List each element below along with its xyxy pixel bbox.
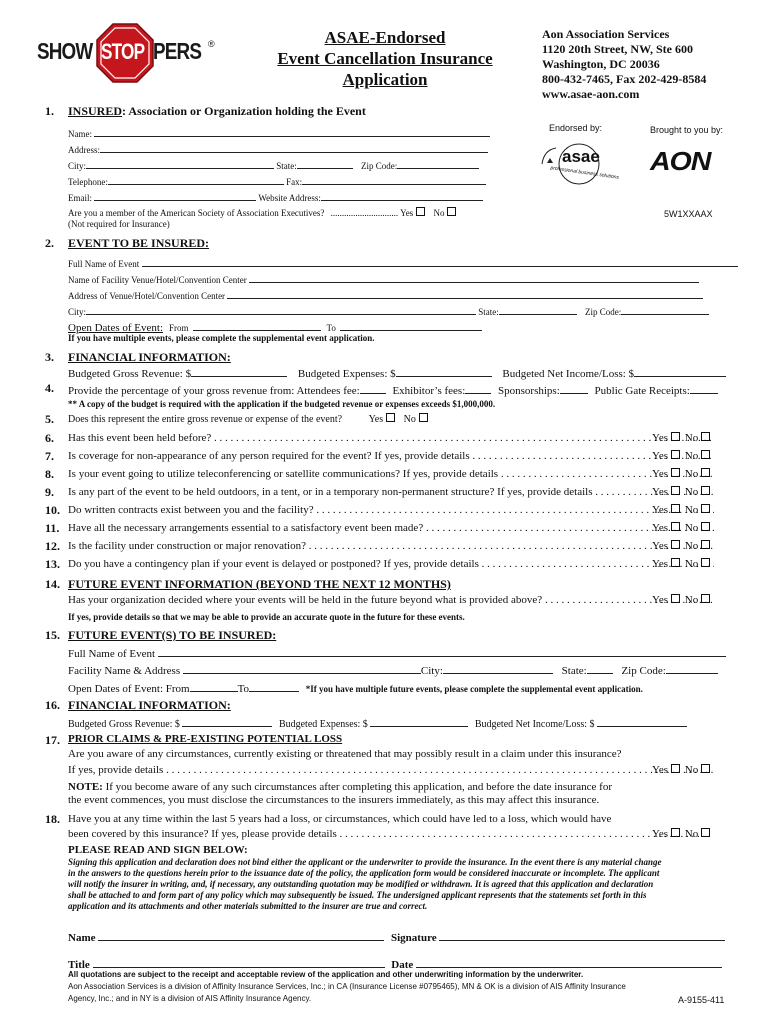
budget-row: Budgeted Gross Revenue: $ Budgeted Expenses: $ Budgeted Net Income/Loss: $ xyxy=(68,365,726,380)
sign-date-field[interactable] xyxy=(416,956,722,968)
q11-answer: Yes No xyxy=(652,522,712,534)
q13-text: Do you have a contingency plan if your event is delayed or postponed? If yes, provide details . . . xyxy=(68,558,714,570)
form-number: A-9155-411 xyxy=(678,995,725,1005)
future-budget-row: Budgeted Gross Revenue: $ Budgeted Expenses: $ Budgeted Net Income/Loss: $ xyxy=(68,715,687,730)
insured-address-field[interactable] xyxy=(100,141,488,153)
aon-name: Aon Association Services xyxy=(542,27,670,41)
entire-revenue-yes-checkbox[interactable] xyxy=(386,413,395,422)
entire-revenue-no-checkbox[interactable] xyxy=(419,413,428,422)
q9-answer: Yes No xyxy=(652,486,712,498)
q10-answer: Yes No xyxy=(652,504,712,516)
prior-claims-details: If yes, provide details . . . xyxy=(68,764,714,776)
insured-email-row: Email: Website Address: xyxy=(68,189,483,203)
multiple-events-note: If you have multiple events, please complete the supplemental event application. xyxy=(68,333,375,343)
not-required-note: (Not required for Insurance) xyxy=(68,219,170,229)
loss-history-answer: Yes No xyxy=(652,828,712,840)
q11-yes-checkbox[interactable] xyxy=(671,522,680,531)
insured-zip-field[interactable] xyxy=(397,157,479,169)
future-date-from-field[interactable] xyxy=(190,680,238,692)
declaration-text: Signing this application and declaration does not bind either the applicant or the underwriter to provide the insurance. In the event there is any material change in the answers to the questions herein prior to the issuance date of the policy, the application form would be considered inaccurate or incomplete. The applicant will notify the insurer in writing, and, if necessary, any outstanding quotation may be modified or withdrawn. It is agreed that this application and declaration shall be attached to and form part of any policy which may subsequently be issued. The undersigned applicant represents that the statements set forth in this application and its attachments and other materials submitted to the insurer are true and correct. xyxy=(68,857,662,911)
aon-website: www.asae-aon.com xyxy=(542,87,640,101)
insured-telephone-field[interactable] xyxy=(108,173,284,185)
q8-number: 8. xyxy=(45,467,54,481)
prior-claims-note-2: the event commences, you must disclose the circumstances to the insurers immediately, as this may affect this insurance. xyxy=(68,794,600,806)
section-2-number: 2. xyxy=(45,236,54,250)
form-code: 5W1XXAAX xyxy=(664,209,713,219)
event-date-from-field[interactable] xyxy=(193,319,321,331)
aon-logo: AON xyxy=(650,146,711,176)
q13-answer: Yes No xyxy=(652,558,712,570)
future-state-field[interactable] xyxy=(587,662,613,674)
q9-yes-checkbox[interactable] xyxy=(671,486,680,495)
brought-to-you-label: Brought to you by: xyxy=(650,125,724,135)
event-name-row: Full Name of Event xyxy=(68,255,738,269)
q10-number: 10. xyxy=(45,503,60,517)
asae-member-yes-checkbox[interactable] xyxy=(416,207,425,216)
gate-receipts-field[interactable] xyxy=(690,382,718,394)
insured-email-field[interactable] xyxy=(94,189,256,201)
q9-number: 9. xyxy=(45,485,54,499)
future-gross-revenue-field[interactable] xyxy=(182,715,272,727)
future-event-name-row: Full Name of Event xyxy=(68,645,726,660)
expenses-field[interactable] xyxy=(396,365,492,377)
event-facility-address-row: Address of Venue/Hotel/Convention Center xyxy=(68,287,703,301)
section-14-number: 14. xyxy=(45,577,60,591)
q11-no-checkbox[interactable] xyxy=(701,522,710,531)
section-3-number: 3. xyxy=(45,350,54,364)
entire-revenue-question: Does this represent the entire gross revenue or expense of the event? Yes No xyxy=(68,413,430,425)
loss-history-question: Have you at any time within the last 5 years had a loss, or circumstances, which could have led to a loss, which would have xyxy=(68,813,612,825)
signer-title-field[interactable] xyxy=(93,956,385,968)
insured-address-row: Address: xyxy=(68,141,488,155)
event-city-row: City: State: Zip Code: xyxy=(68,303,709,317)
q12-number: 12. xyxy=(45,539,60,553)
aon-phone: 800-432-7465, Fax 202-429-8584 xyxy=(542,72,707,86)
future-date-to-field[interactable] xyxy=(249,680,299,692)
asae-member-row: Are you a member of the American Society of Association Executives? .............................. Yes No xyxy=(68,207,458,218)
q13-no-checkbox[interactable] xyxy=(701,558,710,567)
budget-copy-note: ** A copy of the budget is required with the application if the budgeted revenue or expenses exceeds $1,000,000. xyxy=(68,399,496,409)
insured-city-field[interactable] xyxy=(86,157,274,169)
event-facility-row: Name of Facility Venue/Hotel/Convention Center xyxy=(68,271,699,285)
q8-answer: Yes No xyxy=(652,468,712,480)
future-facility-field[interactable] xyxy=(183,662,421,674)
insured-name-field[interactable] xyxy=(94,125,490,137)
future-city-field[interactable] xyxy=(443,662,553,674)
signature-row: Name Signature xyxy=(68,929,725,944)
q8-no-checkbox[interactable] xyxy=(701,468,710,477)
quotation-disclaimer: All quotations are subject to the receipt and acceptable review of the application and other underwriting information by the underwriter. xyxy=(68,970,584,979)
aon-city: Washington, DC 20036 xyxy=(542,57,660,71)
event-state-field[interactable] xyxy=(499,303,577,315)
q7-number: 7. xyxy=(45,449,54,463)
aon-street: 1120 20th Street, NW, Ste 600 xyxy=(542,42,693,56)
section-2-title: EVENT TO BE INSURED: xyxy=(68,236,210,250)
section-1-title: INSURED: Association or Organization holding the Event xyxy=(68,104,366,118)
q10-text: Do written contracts exist between you and the facility? . . . xyxy=(68,504,714,516)
q12-answer: Yes No xyxy=(652,540,712,552)
aon-address xyxy=(542,27,706,102)
section-18-number: 18. xyxy=(45,812,60,826)
section-16-title: FINANCIAL INFORMATION: xyxy=(68,698,231,712)
footer-line-1: Aon Association Services is a division of Affinity Insurance Services, Inc.; in CA (Insurance License #0795465), MN & OK is a division of AIS Affinity Insurance xyxy=(68,982,626,991)
event-city-field[interactable] xyxy=(86,303,476,315)
net-income-field[interactable] xyxy=(634,365,726,377)
q9-no-checkbox[interactable] xyxy=(701,486,710,495)
prior-claims-answer: Yes No xyxy=(652,764,712,776)
q12-no-checkbox[interactable] xyxy=(701,540,710,549)
q7-text: Is coverage for non-appearance of any person required for the event? If yes, provide details . . . xyxy=(68,450,714,462)
future-locations-note: If yes, provide details so that we may be able to provide an accurate quote in the future for these events. xyxy=(68,612,465,622)
future-event-name-field[interactable] xyxy=(158,645,726,657)
asae-member-no-checkbox[interactable] xyxy=(447,207,456,216)
insured-state-field[interactable] xyxy=(297,157,353,169)
signature-field[interactable] xyxy=(439,929,725,941)
q10-yes-checkbox[interactable] xyxy=(671,504,680,513)
event-facility-address-field[interactable] xyxy=(227,287,703,299)
q12-yes-checkbox[interactable] xyxy=(671,540,680,549)
logo-pers: PERS xyxy=(153,38,202,64)
showstoppers-logo xyxy=(37,22,217,84)
insured-city-row: City: State: Zip Code: xyxy=(68,157,479,171)
section-15-number: 15. xyxy=(45,628,60,642)
event-name-field[interactable] xyxy=(142,255,738,267)
section-15-title: FUTURE EVENT(S) TO BE INSURED: xyxy=(68,628,277,642)
insured-phone-row: Telephone: Fax: xyxy=(68,173,486,187)
q9-text: Is any part of the event to be held outdoors, in a tent, or in a temporary non-permanent structure? If yes, provide details . . . xyxy=(68,486,714,498)
asae-logo-text: asae xyxy=(562,147,600,166)
section-3-title: FINANCIAL INFORMATION: xyxy=(68,350,231,364)
loss-history-details: been covered by this insurance? If yes, please provide details . . . xyxy=(68,828,714,840)
prior-claims-question: Are you aware of any circumstances, currently existing or threatened that may possibly result in a claim under this insurance? xyxy=(68,748,622,760)
revenue-percentages-row: Provide the percentage of your gross revenue from: Attendees fee: Exhibitor’s fees: Sponsorships: Public Gate Receipts: xyxy=(68,382,718,397)
logo-stop: STOP xyxy=(101,39,145,64)
q6-no-checkbox[interactable] xyxy=(701,432,710,441)
event-zip-field[interactable] xyxy=(621,303,709,315)
attendee-fee-field[interactable] xyxy=(360,382,386,394)
prior-claims-no-checkbox[interactable] xyxy=(701,764,710,773)
q13-yes-checkbox[interactable] xyxy=(671,558,680,567)
future-facility-row: Facility Name & Address City: State: Zip Code: xyxy=(68,662,718,677)
insured-name-row: Name: xyxy=(68,125,490,139)
signer-name-field[interactable] xyxy=(98,929,384,941)
asae-logo-tagline: professional business solutions xyxy=(549,165,620,181)
sign-heading: PLEASE READ AND SIGN BELOW: xyxy=(68,844,248,856)
prior-claims-yes-checkbox[interactable] xyxy=(671,764,680,773)
exhibitor-fee-field[interactable] xyxy=(465,382,491,394)
sponsorship-field[interactable] xyxy=(560,382,588,394)
logo-show: SHOW xyxy=(37,38,93,64)
q11-number: 11. xyxy=(45,521,60,535)
loss-history-no-checkbox[interactable] xyxy=(701,828,710,837)
title-line-3: Application xyxy=(342,70,428,89)
section-14-title: FUTURE EVENT INFORMATION (BEYOND THE NEXT 12 MONTHS) xyxy=(68,577,451,591)
title-line-1: ASAE-Endorsed xyxy=(324,28,446,47)
gross-revenue-field[interactable] xyxy=(191,365,287,377)
future-locations-question: Has your organization decided where your events will be held in the future beyond what is provided above? . . . xyxy=(68,594,714,606)
asae-logo xyxy=(538,142,620,186)
q13-number: 13. xyxy=(45,557,60,571)
prior-claims-note-1: NOTE: If you become aware of any such circumstances after completing this application, and before the date insurance for xyxy=(68,781,612,793)
future-locations-answer: Yes No xyxy=(652,594,712,606)
q10-no-checkbox[interactable] xyxy=(701,504,710,513)
future-locations-yes-checkbox[interactable] xyxy=(671,594,680,603)
q8-text: Is your event going to utilize teleconferencing or satellite communications? If yes, provide details . . . xyxy=(68,468,714,480)
footer-line-2: Agency, Inc.; and in NY is a division of AIS Affinity Insurance Agency. xyxy=(68,994,312,1003)
insured-fax-field[interactable] xyxy=(302,173,486,185)
q7-yes-checkbox[interactable] xyxy=(671,450,680,459)
section-16-number: 16. xyxy=(45,698,60,712)
loss-history-yes-checkbox[interactable] xyxy=(671,828,680,837)
logo-registered: ® xyxy=(208,39,215,49)
future-net-income-field[interactable] xyxy=(597,715,687,727)
future-dates-row: Open Dates of Event: From To *If you have multiple future events, please complete the supplemental event application. xyxy=(68,680,643,695)
section-5-number: 5. xyxy=(45,412,54,426)
q7-answer: Yes No xyxy=(652,450,712,462)
section-1-number: 1. xyxy=(45,104,54,118)
endorsed-by-label: Endorsed by: xyxy=(549,123,603,133)
q8-yes-checkbox[interactable] xyxy=(671,468,680,477)
q6-answer: Yes No xyxy=(652,432,712,444)
insured-website-field[interactable] xyxy=(321,189,483,201)
future-locations-no-checkbox[interactable] xyxy=(701,594,710,603)
section-17-number: 17. xyxy=(45,733,60,747)
event-dates-row: Open Dates of Event: From To xyxy=(68,318,482,336)
title-line-2: Event Cancellation Insurance xyxy=(277,49,493,68)
q12-text: Is the facility under construction or major renovation? . . . xyxy=(68,540,714,552)
page-title xyxy=(250,27,520,90)
q6-number: 6. xyxy=(45,431,54,445)
q6-text: Has this event been held before? . . . xyxy=(68,432,714,444)
future-expenses-field[interactable] xyxy=(370,715,468,727)
event-date-to-field[interactable] xyxy=(340,319,482,331)
event-facility-field[interactable] xyxy=(249,271,699,283)
q6-yes-checkbox[interactable] xyxy=(671,432,680,441)
q7-no-checkbox[interactable] xyxy=(701,450,710,459)
section-4-number: 4. xyxy=(45,381,54,395)
future-zip-field[interactable] xyxy=(666,662,718,674)
title-date-row: Title Date xyxy=(68,956,722,971)
section-17-title: PRIOR CLAIMS & PRE-EXISTING POTENTIAL LOSS xyxy=(68,733,343,745)
q11-text: Have all the necessary arrangements essential to a satisfactory event been made? . . . xyxy=(68,522,714,534)
